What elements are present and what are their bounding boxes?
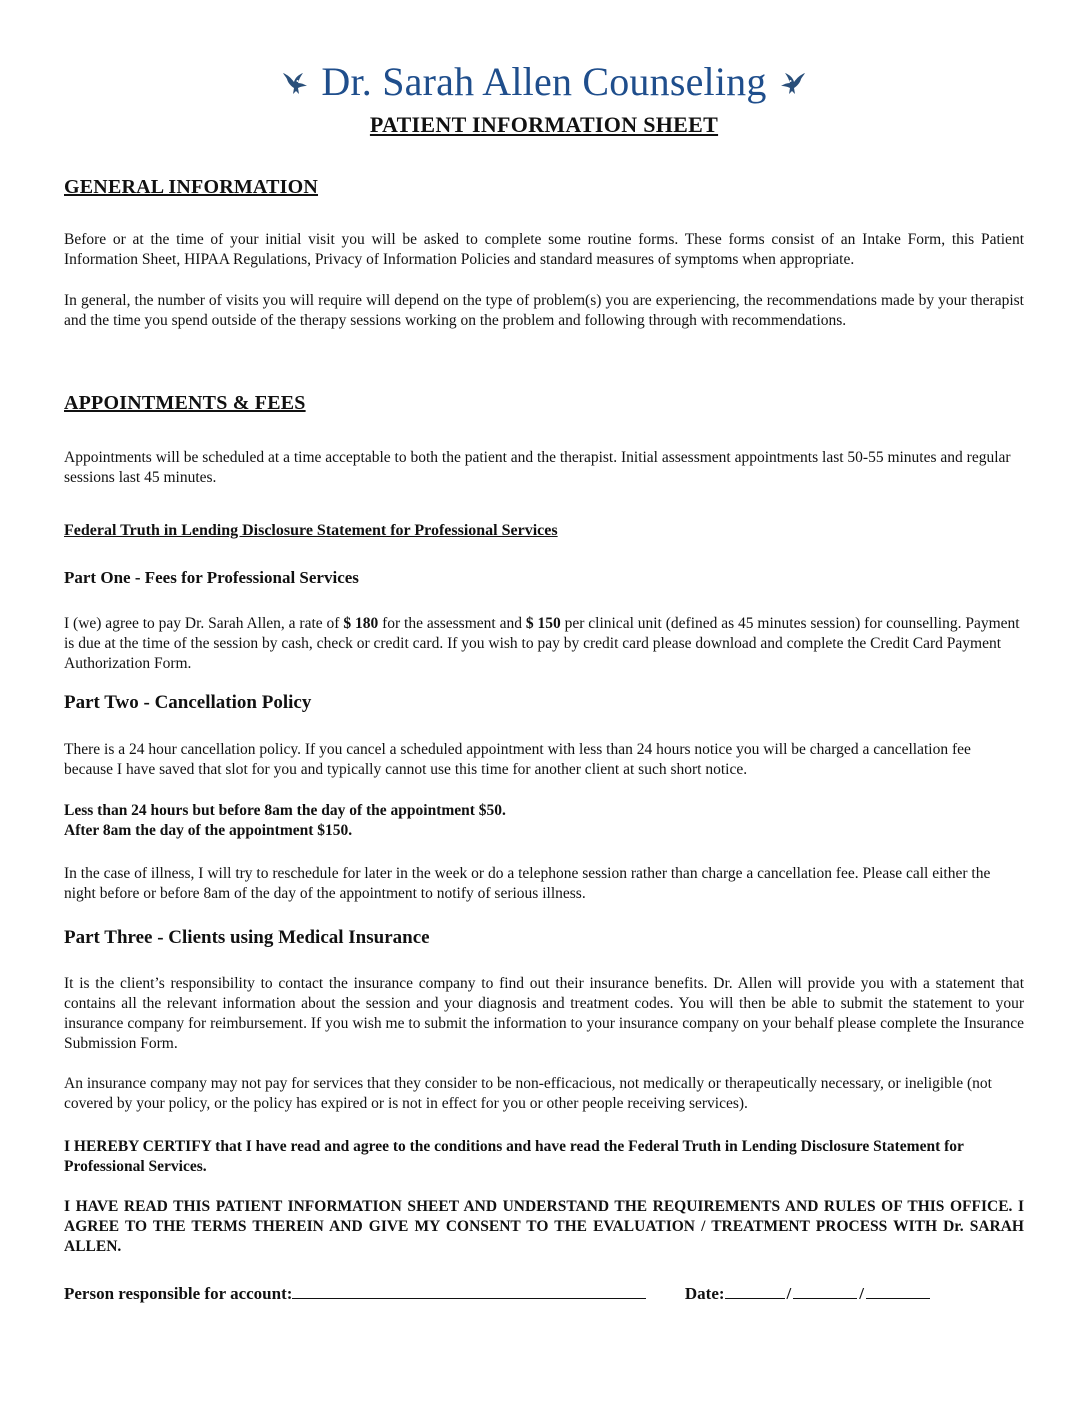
responsible-signature-line[interactable] bbox=[292, 1282, 646, 1299]
appointments-paragraph: Appointments will be scheduled at a time acceptable to both the patient and the therapist. Initial assessment appointments last 50-55 minutes and regular sessions last 45 minutes. bbox=[64, 449, 1011, 486]
cancellation-fee-1: Less than 24 hours but before 8am the day of the appointment $50. bbox=[64, 802, 506, 819]
general-paragraph-1: Before or at the time of your initial visit you will be asked to complete some routine forms. These forms consist of an Intake Form, this Patient Information Sheet, HIPAA Regulations, Privacy of Information Policies and standard measures of symptoms when appropriate. bbox=[64, 231, 1024, 268]
bird-icon bbox=[777, 67, 807, 97]
cancellation-fee-2: After 8am the day of the appointment $150. bbox=[64, 822, 353, 839]
insurance-paragraph-1: It is the client’s responsibility to contact the insurance company to find out their insurance benefits. Dr. Allen will provide you with a statement that contains all the relevant information about the session and your diagnosis and treatment codes. You will then be able to submit the statement to your insurance company for reimbursement. If you wish me to submit the information to your insurance company on your behalf please complete the Insurance Submission Form. bbox=[64, 975, 1024, 1052]
bird-icon bbox=[281, 67, 311, 97]
practice-name: Dr. Sarah Allen Counseling bbox=[321, 59, 767, 104]
disclosure-heading: Federal Truth in Lending Disclosure Statement for Professional Services bbox=[64, 522, 558, 539]
part-one-paragraph bbox=[64, 614, 1024, 674]
signature-row bbox=[64, 1282, 1024, 1304]
general-information-heading: GENERAL INFORMATION bbox=[64, 176, 319, 198]
date-day-line[interactable] bbox=[793, 1282, 857, 1299]
illness-paragraph: In the case of illness, I will try to reschedule for later in the week or do a telephone session rather than charge a cancellation fee. Please call either the night before or before 8am of the day of the appointment to notify of serious illness. bbox=[64, 865, 991, 902]
letterhead bbox=[0, 58, 1088, 105]
assessment-fee: $ 180 bbox=[343, 615, 379, 632]
date-separator: / bbox=[859, 1284, 865, 1303]
part-one-heading: Part One - Fees for Professional Services bbox=[64, 568, 359, 587]
certify-statement: I HEREBY CERTIFY that I have read and agree to the conditions and have read the Federal Truth in Lending Disclosure Statement for Professional Services. bbox=[64, 1138, 964, 1175]
appointments-fees-heading: APPOINTMENTS & FEES bbox=[64, 392, 306, 414]
date-year-line[interactable] bbox=[866, 1282, 930, 1299]
responsible-label: Person responsible for account: bbox=[64, 1284, 293, 1303]
general-paragraph-2: In general, the number of visits you will require will depend on the type of problem(s) you are experiencing, the recommendations made by your therapist and the time you spend outside of the therapy sessions working on the problem and following through with recommendations. bbox=[64, 292, 1024, 329]
fee-text: per clinical unit (defined as 45 minutes session) for counselling. Payment is due at the time of the session by cash, check or credit card. If you wish to pay by credit card please download and complete the Credit Card Payment Authorization Form. bbox=[64, 615, 1020, 672]
part-three-heading: Part Three - Clients using Medical Insurance bbox=[64, 927, 430, 948]
date-separator: / bbox=[786, 1284, 792, 1303]
fee-text: for the assessment and bbox=[378, 615, 526, 632]
part-two-heading: Part Two - Cancellation Policy bbox=[64, 692, 312, 713]
insurance-paragraph-2: An insurance company may not pay for services that they consider to be non-efficacious, not medically or therapeutically necessary, or ineligible (not covered by your policy, or the policy has expired or is not in effect for you or other people receiving services). bbox=[64, 1075, 992, 1112]
session-fee: $ 150 bbox=[525, 615, 561, 632]
consent-statement: I HAVE READ THIS PATIENT INFORMATION SHEET AND UNDERSTAND THE REQUIREMENTS AND RULES OF THIS OFFICE. I AGREE TO THE TERMS THEREIN AND GIVE MY CONSENT TO THE EVALUATION / TREATMENT PROCESS WITH Dr. SARAH ALLEN. bbox=[64, 1198, 1024, 1255]
document-title: PATIENT INFORMATION SHEET bbox=[369, 112, 719, 137]
cancellation-paragraph: There is a 24 hour cancellation policy. If you cancel a scheduled appointment with less than 24 hours notice you will be charged a cancellation fee because I have saved that slot for you and typically cannot use this time for another client at such short notice. bbox=[64, 741, 971, 778]
date-label: Date: bbox=[684, 1284, 725, 1303]
fee-text: I (we) agree to pay Dr. Sarah Allen, a rate of bbox=[64, 615, 344, 632]
date-month-line[interactable] bbox=[725, 1282, 785, 1299]
